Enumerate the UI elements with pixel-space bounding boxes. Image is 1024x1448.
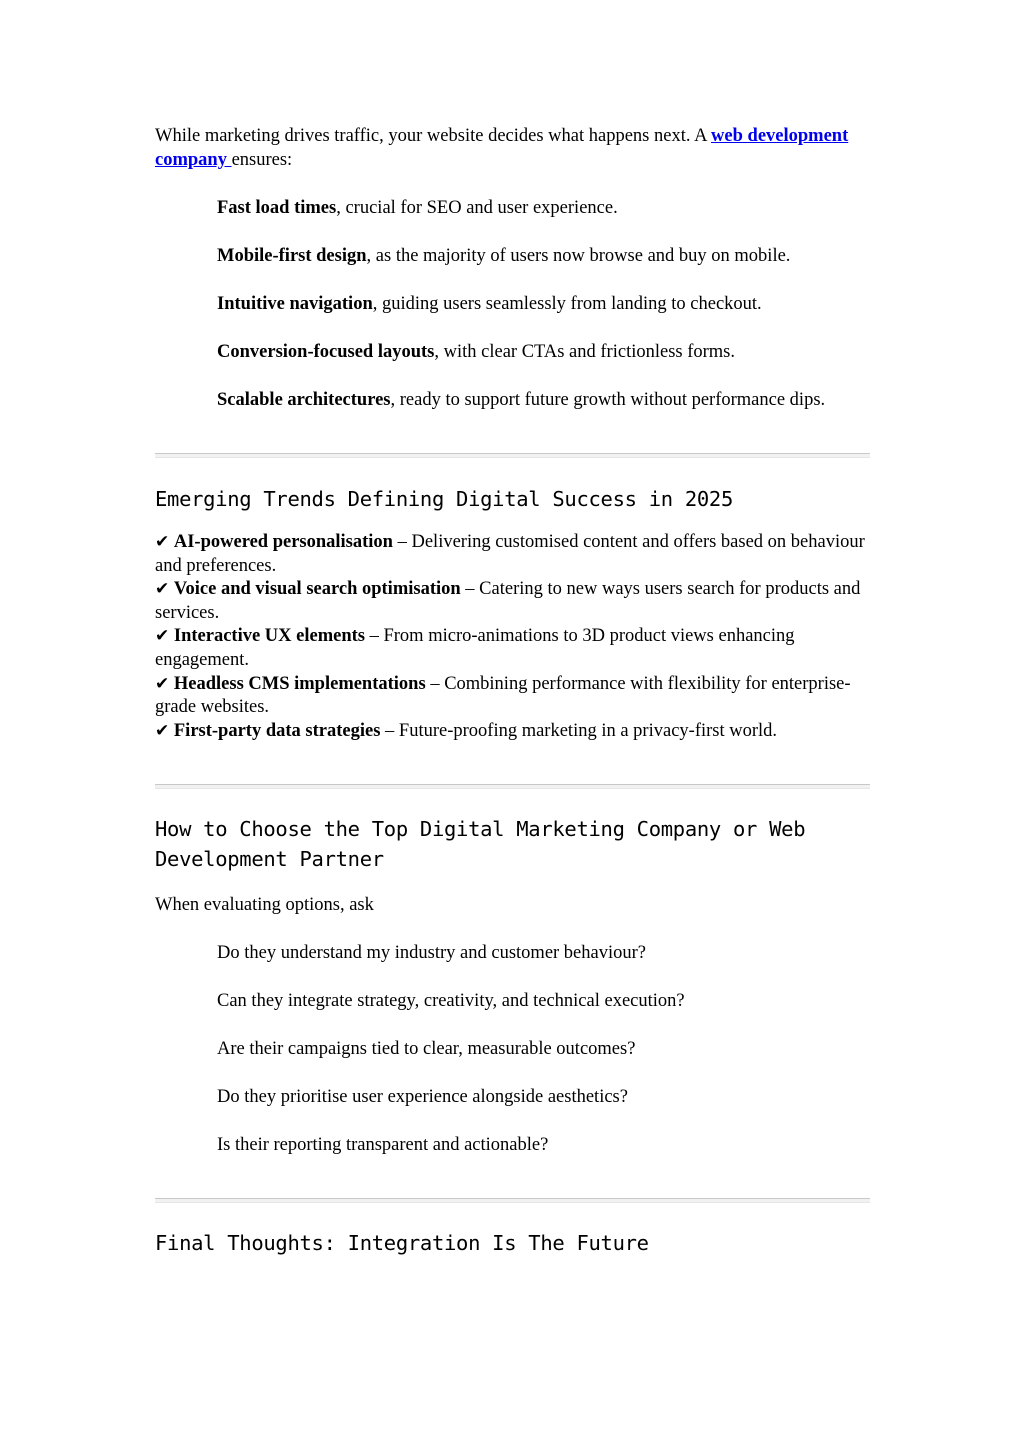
questions-list [155, 941, 870, 1157]
trend-item-bold: Voice and visual search optimisation [173, 579, 461, 600]
trend-item-text: – Combining performance with flexibility for enterprise-grade websites. [155, 673, 851, 718]
choose-heading: How to Choose the Top Digital Marketing Company or Web Development Partner [155, 817, 806, 872]
list-item-bold: Mobile-first design [217, 246, 367, 266]
trend-item-text: – Delivering customised content and offers based on behaviour and preferences. [155, 532, 865, 576]
list-item [217, 340, 870, 364]
trend-item-text: – From micro-animations to 3D product views enhancing engagement. [155, 626, 795, 670]
list-item [217, 244, 870, 268]
document-page [155, 124, 870, 1258]
trend-item [155, 578, 870, 625]
final-heading: Final Thoughts: Integration Is The Future [155, 1231, 649, 1256]
checkmark-icon: ✔ [155, 673, 170, 694]
section-divider [155, 453, 870, 458]
list-item-bold: Scalable architectures [217, 390, 391, 410]
list-item: Do they understand my industry and customer behaviour? [217, 943, 646, 964]
list-item [217, 388, 870, 412]
section-divider [155, 784, 870, 789]
trend-item-bold: Interactive UX elements [173, 626, 365, 647]
ensures-list [155, 196, 870, 412]
list-item: Is their reporting transparent and actionable? [217, 1135, 549, 1156]
list-item-bold: Conversion-focused layouts [217, 342, 435, 362]
intro-text-before: While marketing drives traffic, your website decides what happens next. A [155, 126, 712, 146]
trend-item [155, 625, 870, 672]
trend-item-text: – Future-proofing marketing in a privacy-first world. [380, 720, 778, 741]
list-item [217, 196, 870, 220]
list-item-text: , ready to support future growth without performance dips. [390, 390, 826, 410]
list-item-bold: Intuitive navigation [217, 294, 373, 314]
checkmark-icon: ✔ [155, 626, 170, 647]
list-item: Can they integrate strategy, creativity, and technical execution? [217, 991, 685, 1012]
web-development-company-link[interactable]: web development company [155, 126, 849, 170]
list-item: Are their campaigns tied to clear, measurable outcomes? [217, 1039, 636, 1060]
trend-item-bold: AI-powered personalisation [173, 532, 393, 552]
list-item [217, 292, 870, 316]
trend-item-bold: Headless CMS implementations [173, 673, 426, 694]
intro-paragraph [155, 124, 870, 172]
trend-item-bold: First-party data strategies [173, 720, 381, 741]
checkmark-icon: ✔ [155, 720, 170, 741]
trends-list [155, 531, 870, 743]
list-item-text: , with clear CTAs and frictionless forms. [434, 342, 736, 362]
list-item-text: , crucial for SEO and user experience. [336, 198, 618, 218]
section-divider [155, 1198, 870, 1203]
list-item: Do they prioritise user experience alongside aesthetics? [217, 1087, 628, 1108]
checkmark-icon: ✔ [155, 579, 170, 600]
trend-item [155, 673, 870, 720]
trends-heading: Emerging Trends Defining Digital Success in 2025 [155, 487, 734, 511]
list-item-text: , guiding users seamlessly from landing to checkout. [372, 294, 762, 314]
list-item-bold: Fast load times [217, 198, 337, 218]
list-item-text: , as the majority of users now browse and buy on mobile. [366, 246, 791, 266]
choose-intro: When evaluating options, ask [155, 895, 374, 916]
intro-text-after: ensures: [231, 150, 293, 170]
trend-item-text: – Catering to new ways users search for products and services. [155, 579, 861, 623]
checkmark-icon: ✔ [155, 532, 170, 552]
trend-item [155, 531, 870, 578]
trend-item [155, 720, 870, 744]
